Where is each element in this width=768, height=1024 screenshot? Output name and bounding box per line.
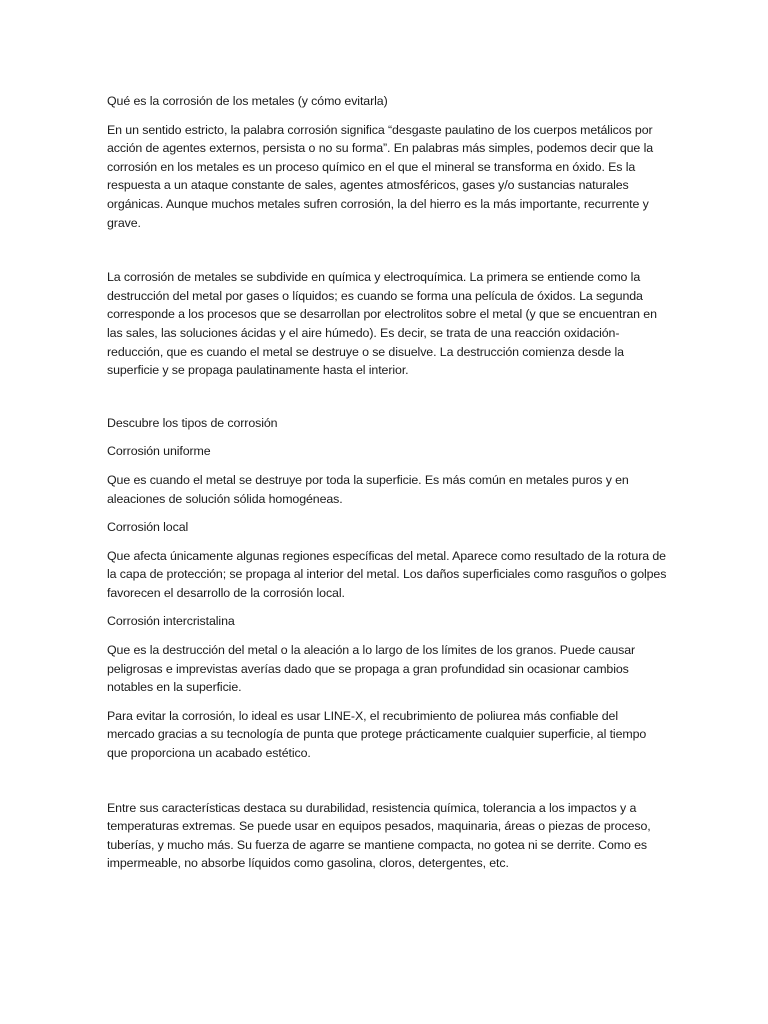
uniform-corrosion-heading: Corrosión uniforme	[107, 444, 211, 459]
intercrystalline-corrosion-heading: Corrosión intercristalina	[107, 614, 235, 629]
document-title: Qué es la corrosión de los metales (y cómo evitarla)	[107, 94, 388, 108]
local-corrosion-text: Que afecta únicamente algunas regiones específicas del metal. Aparece como resultado de la rotura de la capa de protección; se propaga al interior del metal. Los daños superficiales como rasguños o golpes favorecen el desarrollo de la corrosión local.	[107, 548, 667, 600]
classification-paragraph: La corrosión de metales se subdivide en química y electroquímica. La primera se entiende como la destrucción del metal por gases o líquidos; es cuando se forma una película de óxidos. La segunda corresponde a los procesos que se desarrollan por electrolitos sobre el metal (y que se encuentran en las sales, las soluciones ácidas y el aire húmedo). Es decir, se trata de una reacción oxidación-reducción, que es cuando el metal se destruye o se disuelve. La destrucción comienza desde la superficie y se propaga paulatinamente hasta el interior.	[107, 270, 657, 378]
types-heading: Descubre los tipos de corrosión	[107, 415, 278, 430]
features-paragraph: Entre sus características destaca su durabilidad, resistencia química, tolerancia a los impactos y a temperaturas extremas. Se puede usar en equipos pesados, maquinaria, áreas o piezas de proceso, tuberías, y mucho más. Su fuerza de agarre se mantiene compacta, no gotea ni se derrite. Como es impermeable, no absorbe líquidos como gasolina, cloros, detergentes, etc.	[107, 800, 651, 871]
document-body	[107, 92, 667, 883]
prevention-paragraph: Para evitar la corrosión, lo ideal es usar LINE-X, el recubrimiento de poliurea más confiable del mercado gracias a su tecnología de punta que protege prácticamente cualquier superficie, al tiempo que proporciona un acabado estético.	[107, 708, 647, 761]
intro-paragraph: En un sentido estricto, la palabra corrosión significa “desgaste paulatino de los cuerpos metálicos por acción de agentes externos, persista o no su forma”. En palabras más simples, podemos decir que la corrosión en los metales es un proceso químico en el que el mineral se transforma en óxido. Es la respuesta a un ataque constante de sales, agentes atmosféricos, gases y/o sustancias naturales orgánicas. Aunque muchos metales sufren corrosión, la del hierro es la más importante, recurrente y grave.	[107, 122, 654, 230]
uniform-corrosion-text: Que es cuando el metal se destruye por toda la superficie. Es más común en metales puros y en aleaciones de solución sólida homogéneas.	[107, 472, 629, 506]
local-corrosion-heading: Corrosión local	[107, 520, 189, 535]
intercrystalline-corrosion-text: Que es la destrucción del metal o la aleación a lo largo de los límites de los granos. Puede causar peligrosas e imprevistas averías dado que se propaga a gran profundidad sin ocasionar cambios notables en la superficie.	[107, 643, 636, 695]
